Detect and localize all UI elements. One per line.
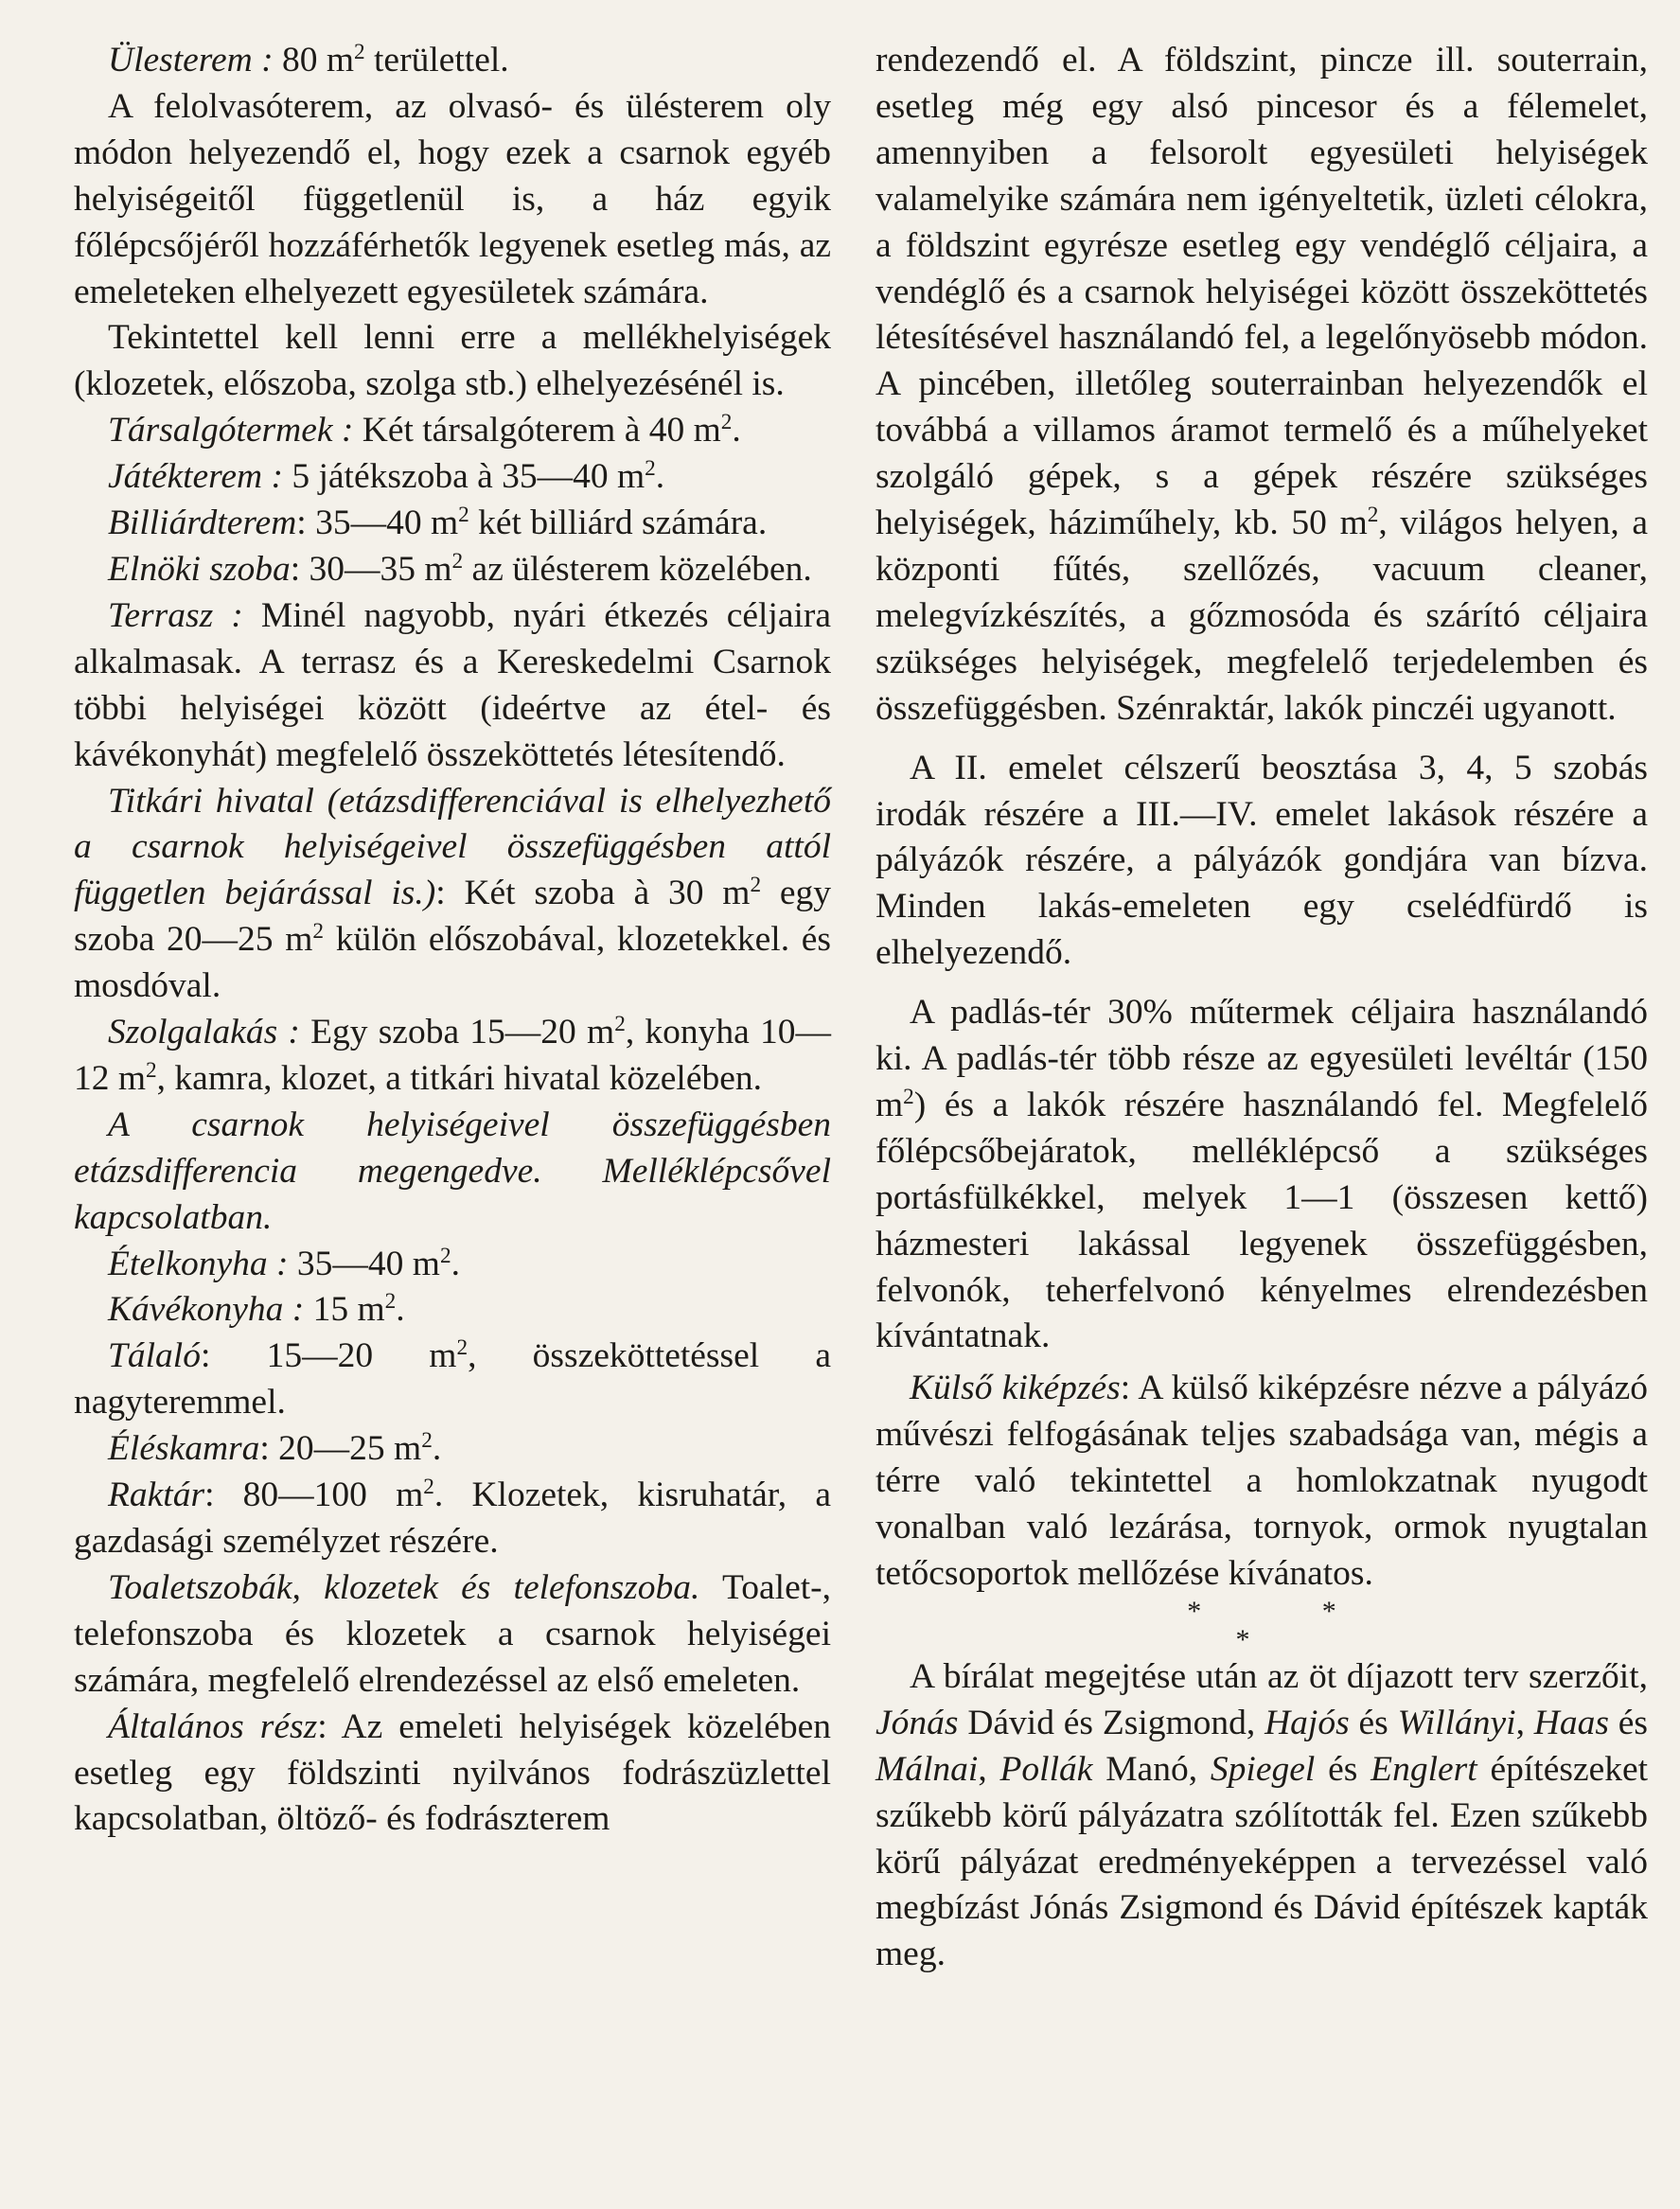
paragraph-padlas-ter: A padlás-tér 30% műtermek céljaira használandó ki. A padlás-tér több része az egyesületi levéltár (150 $m^2$) és a lakók részére használandó fel. Megfelelő főlépcsőbejáratok, melléklépcső a szükséges portásfülkékkel, melyek 1—1 (összesen kettő) házmesteri lakással legyenek összefüggésben, felvonók, teherfelvonó kényelmes elrendezésben kívántatnak.: [875, 993, 1648, 1356]
paragraph-mellekhelyisegek: Tekintettel kell lenni erre a mellékhelyiségek (klozetek, előszoba, szolga stb.) elhelyezésénél is.: [74, 318, 831, 404]
paragraph-kulso-kikepzes: Külső kiképzés: A külső kiképzésre nézve a pályázó művészi felfogásának teljes szabadsága van, mégis a térre való tekintettel a homlokzatnak nyugodt vonalban való lezárása, tornyok, ormok nyugtalan tetőcsoportok mellőzése kívánatos.: [875, 1369, 1648, 1593]
paragraph-etazsdifferencia: A csarnok helyiségeivel összefüggésben etázsdifferencia megengedve. Melléklépcsővel kapcsolatban.: [74, 1104, 831, 1237]
asterism-bottom: *: [1235, 1623, 1250, 1655]
term-label: Raktár: [108, 1476, 205, 1515]
paragraph-foldszint-pincze: rendezendő el. A földszint, pincze ill. souterrain, esetleg még egy alsó pincesor és a félemelet, amennyiben a felsorolt egyesületi helyiségek valamelyike számára nem igényeltetik, üzleti célokra, a földszint egyrésze esetleg egy vendéglő céljaira, a vendéglő és a csarnok helyiségei között összeköttetés létesítésével használandó fel, a legelőnyösebb módon. A pincében, illetőleg souterrainban helyezendők el továbbá a villamos áramot termelő és a műhelyeket szolgáló gépek, s a gépek részére szükséges helyiségek, háziműhely, kb. 50 $m^2$, világos helyen, a központi fűtés, szellőzés, vacuum cleaner, melegvízkészítés, a gőzmosóda és szárító céljaira szükséges helyiségek, megfelelő terjedelemben és összefüggésben. Szénraktár, lakók pinczéi ugyanott.: [875, 41, 1648, 728]
architect-name: Jónás: [875, 1703, 959, 1742]
paragraph-szolgalakas: Szolgalakás : Egy szoba 15—20 $m^2$, konyha 10—12 $m^2$, kamra, klozet, a titkári hivatal közelében.: [74, 1012, 831, 1098]
paragraph-billiardterem: Billiárdterem: 35—40 $m^2$ két billiárd számára.: [108, 503, 768, 543]
term-label: Általános rész: [108, 1706, 318, 1746]
architect-name: Hajós: [1264, 1703, 1350, 1742]
paragraph-titkari-hivatal: Titkári hivatal (etázsdifferenciával is elhelyezhető a csarnok helyiségeivel összefüggésben attól független bejárással is.): Két szoba à 30 $m^2$ egy szoba 20—25 $m^2$ külön előszobával, klozetekkel. és mosdóval.: [74, 781, 832, 1006]
architect-name: Haas: [1533, 1703, 1609, 1742]
term-label: Társalgótermek :: [108, 411, 354, 451]
paragraph-raktar: Raktár: 80—100 $m^2$. Klozetek, kisruhatár, a gazdasági személyzet részére.: [74, 1475, 831, 1561]
architect-name: Englert: [1371, 1749, 1477, 1789]
paragraph-tarsalgotermek: Társalgótermek : Két társalgóterem à 40 $m^2$.: [108, 410, 741, 451]
paragraph-etelkonyha: Ételkonyha : 35—40 $m^2$.: [108, 1243, 460, 1283]
asterism-top: * *: [1187, 1595, 1393, 1627]
term-label: Éléskamra: [108, 1429, 260, 1469]
paragraph-felolvasoterem: A felolvasóterem, az olvasó- és ülésterem oly módon helyezendő el, hogy ezek a csarnok egyéb helyiségeitől függetlenül is, a ház egyik főlépcsőjéről hozzáférhetők legyenek esetleg más, az emeleteken elhelyezett egyesületek számára.: [74, 86, 831, 311]
term-label: Kávékonyha :: [108, 1290, 305, 1330]
paragraph-terrasz: Terrasz : Minél nagyobb, nyári étkezés céljaira alkalmasak. A terrasz és a Kereskedelmi Csarnok többi helyiségei között (ideértve az étel- és kávékonyhát) megfelelő összeköttetés létesítendő.: [74, 595, 832, 774]
paragraph-ii-emelet: A II. emelet célszerű beosztása 3, 4, 5 szobás irodák részére a III.—IV. emelet lakások részére a pályázók részére, a pályázók gondjára van bízva. Minden lakás-emeleten egy cselédfürdő is elhelyezendő.: [875, 748, 1648, 973]
term-label: Titkári hivatal (etázsdifferenciával is elhelyezhető a csarnok helyiségeivel összefüggésben attól független bejárással is.): [74, 781, 831, 913]
term-label: Ülesterem :: [108, 41, 274, 80]
term-label: Játékterem :: [108, 457, 283, 497]
term-label: Ételkonyha :: [108, 1244, 289, 1283]
term-label: Toaletszobák, klozetek és telefonszoba.: [108, 1567, 700, 1607]
architect-name: Pollák: [999, 1749, 1093, 1789]
paragraph-altalanos-resz: Általános rész: Az emeleti helyiségek közelében esetleg egy földszinti nyilvános fodrászüzlettel kapcsolatban, öltöző- és fodrászterem: [74, 1706, 831, 1839]
architect-name: Spiegel: [1210, 1749, 1316, 1789]
term-label: Billiárdterem: [108, 504, 297, 543]
paragraph-biralat: A bírálat megejtése után az öt díjazott terv szerzőit, Jónás Dávid és Zsigmond, Hajós és Willányi, Haas és Málnai, Pollák Manó, Spiegel és Englert építészeket szűkebb körű pályázatra szólították fel. Ezen szűkebb körű pályázat eredményeképpen a tervezéssel való megbízást Jónás Zsigmond és Dávid építészek kapták meg.: [875, 1656, 1649, 1974]
paragraph-jatekterem: Játékterem : 5 játékszoba à 35—40 $m^2$.: [108, 456, 665, 497]
right-column: [875, 38, 1648, 1978]
left-column: [74, 38, 831, 1843]
term-label: Terrasz :: [108, 595, 243, 635]
term-label: Tálaló: [108, 1336, 201, 1376]
paragraph-eleskamra: Éléskamra: 20—25 $m^2$.: [108, 1428, 442, 1469]
paragraph-talalo: Tálaló: 15—20 $m^2$, összeköttetéssel a nagyteremmel.: [74, 1335, 831, 1423]
paragraph-ulesterem: Ülesterem : 80 $m^2$ területtel.: [108, 40, 509, 80]
paragraph-toaletszobak: Toaletszobák, klozetek és telefonszoba. Toalet-, telefonszoba és klozetek a csarnok helyiségei számára, megfelelő elrendezéssel az első emeleten.: [74, 1567, 831, 1700]
term-label: Szolgalakás :: [108, 1013, 300, 1052]
paragraph-elnoki-szoba: Elnöki szoba: 30—35 $m^2$ az ülésterem közelében.: [108, 549, 812, 589]
architect-name: Willányi: [1397, 1703, 1516, 1742]
architect-name: Málnai: [875, 1749, 979, 1789]
term-label: Külső kiképzés: [910, 1369, 1121, 1408]
term-label: Elnöki szoba: [108, 549, 291, 589]
paragraph-kavekonyha: Kávékonyha : 15 $m^2$.: [108, 1289, 405, 1330]
